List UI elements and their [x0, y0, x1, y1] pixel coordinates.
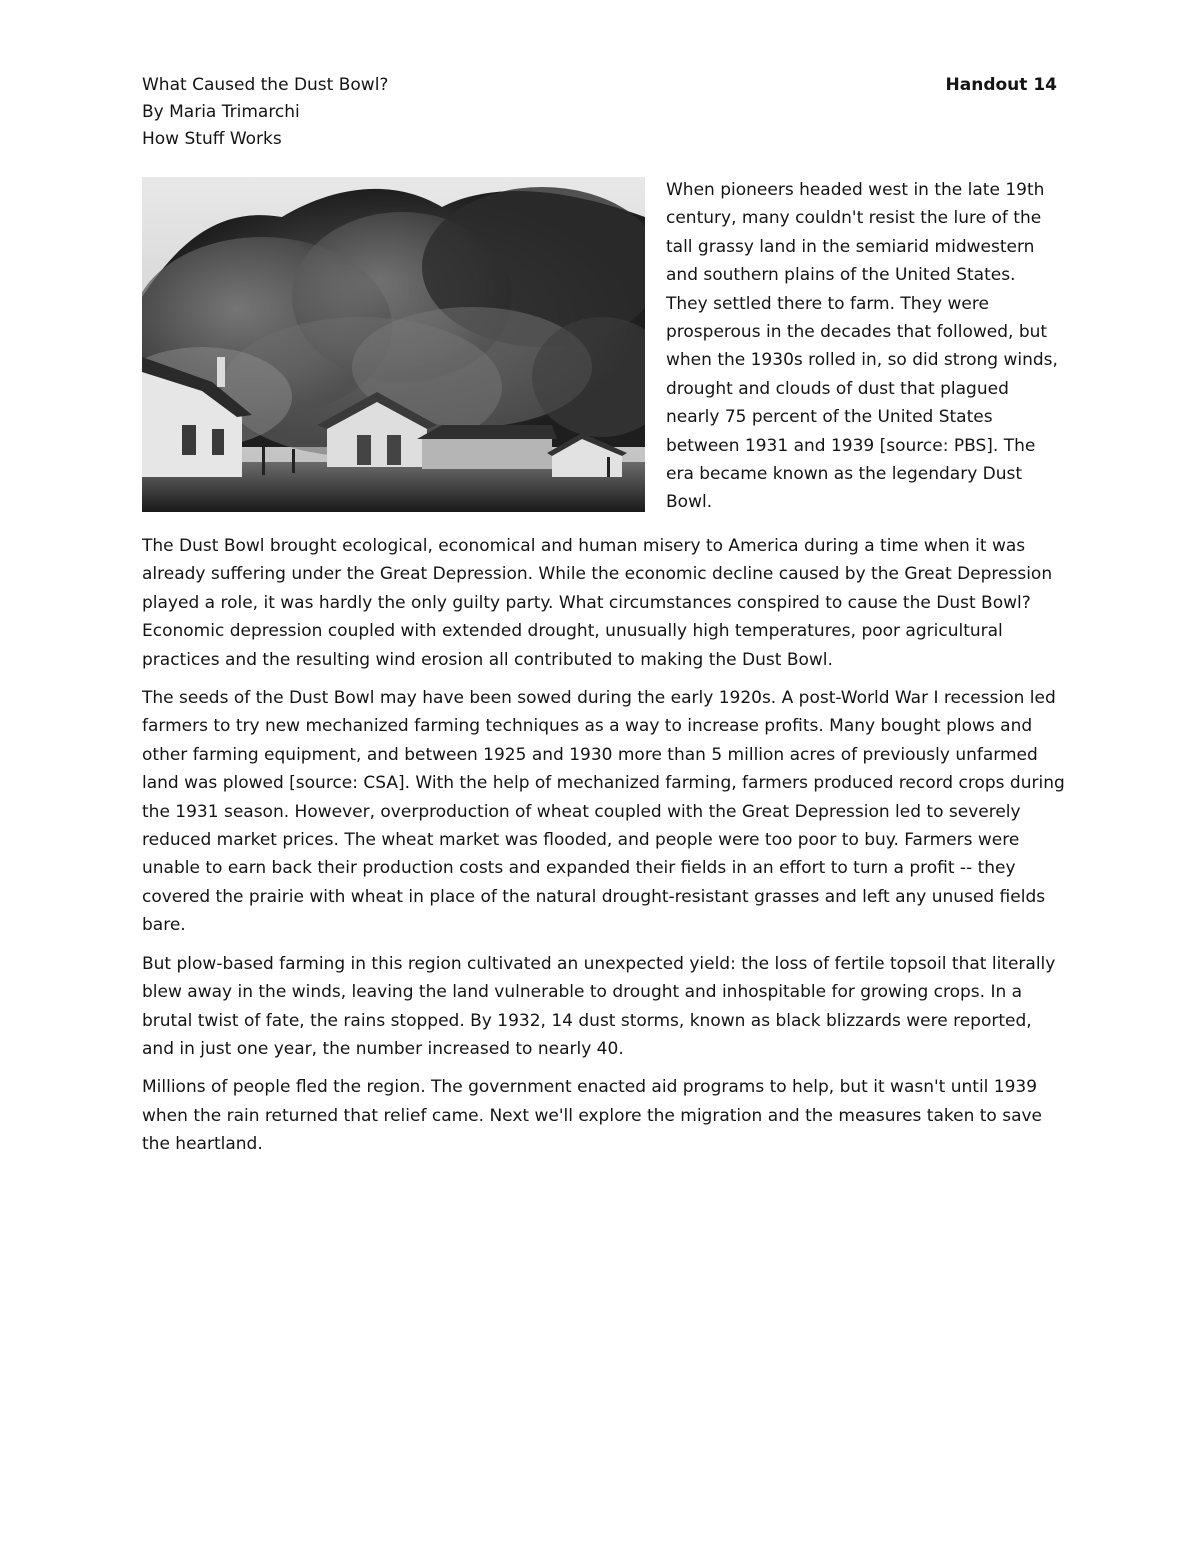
document-title: What Caused the Dust Bowl? — [142, 75, 389, 95]
dust-storm-photo-graphic — [142, 177, 645, 512]
body-paragraph: The Dust Bowl brought ecological, economical and human misery to America during a time when it was already suffering under the Great Depression. While the economic decline caused by the Great Depression played a role, it was hardly the only guilty party. What circumstances conspired to cause the Dust Bowl? Economic depression coupled with extended drought, unusually high temperatures, poor agricultural practices and the resulting wind erosion all contributed to making the Dust Bowl. — [142, 536, 1053, 670]
document-author: By Maria Trimarchi — [142, 102, 300, 122]
document-header — [142, 72, 1057, 153]
body-paragraph: The seeds of the Dust Bowl may have been sowed during the early 1920s. A post-World War I recession led farmers to try new mechanized farming techniques as a way to increase profits. Many bought plows and other farming equipment, and between 1925 and 1930 more than 5 million acres of previously unfarmed land was plowed [source: CSA]. With the help of mechanized farming, farmers produced record crops during the 1931 season. However, overproduction of wheat coupled with the Great Depression led to severely reduced market prices. The wheat market was flooded, and people were too poor to buy. Farmers were unable to earn back their production costs and expanded their fields in an effort to turn a profit -- they covered the prairie with wheat in place of the natural drought-resistant grasses and left any unused fields bare. — [142, 688, 1065, 936]
article-body — [142, 532, 1067, 1169]
handout-label: Handout 14 — [945, 75, 1057, 95]
body-paragraph: Millions of people fled the region. The government enacted aid programs to help, but it wasn't until 1939 when the rain returned that relief came. Next we'll explore the migration and the measures taken to save the heartland. — [142, 1077, 1043, 1155]
body-paragraph: But plow-based farming in this region cultivated an unexpected yield: the loss of fertile topsoil that literally blew away in the winds, leaving the land vulnerable to drought and inhospitable for growing crops. In a brutal twist of fate, the rains stopped. By 1932, 14 dust storms, known as black blizzards were reported, and in just one year, the number increased to nearly 40. — [142, 953, 1056, 1059]
dust-storm-photo — [142, 177, 645, 512]
document-source: How Stuff Works — [142, 129, 282, 149]
intro-paragraph: When pioneers headed west in the late 19th century, many couldn't resist the lure of the tall grassy land in the semiarid midwestern and southern plains of the United States. They settled there to farm. They were prosperous in the decades that followed, but when the 1930s rolled in, so did strong winds, drought and clouds of dust that plagued nearly 75 percent of the United States between 1931 and 1939 [source: PBS]. The era became known as the legendary Dust Bowl. — [666, 180, 1058, 513]
